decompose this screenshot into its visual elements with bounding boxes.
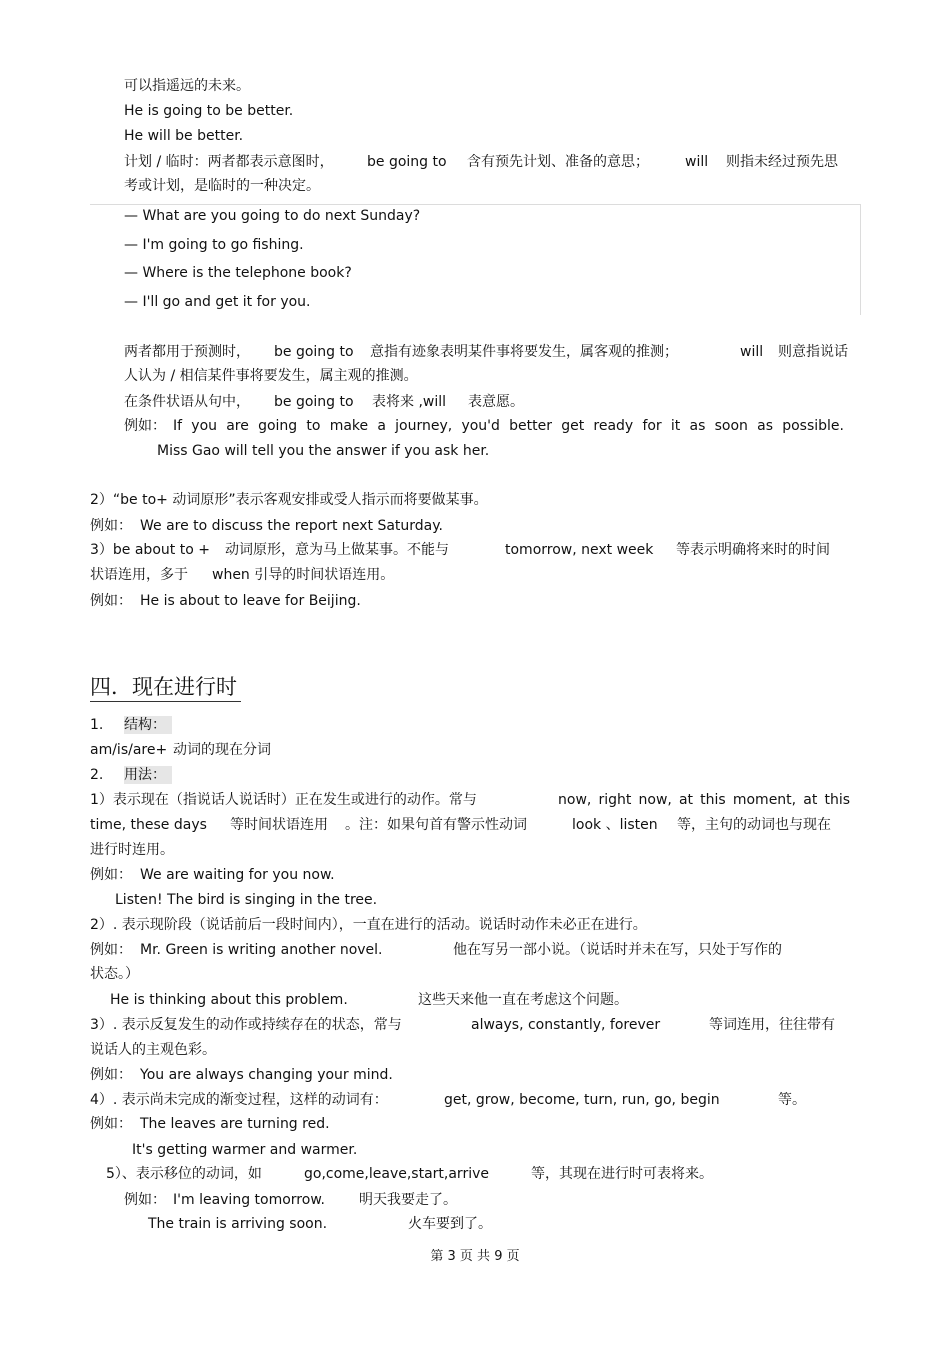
text-fragment: will (740, 344, 764, 360)
text-fragment: 5）、表示移位的动词，如 (106, 1166, 262, 1182)
text-line: 可以指遥远的未来。 (124, 78, 250, 94)
translation: 明天我要走了。 (359, 1192, 457, 1208)
example-sentence: I'm leaving tomorrow. (173, 1192, 325, 1208)
text-fragment: 表意愿。 (468, 394, 524, 410)
dialogue-line: — Where is the telephone book? (124, 265, 352, 281)
text-fragment: 动词原形，意为马上做某事。不能与 (225, 542, 449, 558)
text-fragment: 意指有迹象表明某件事将要发生，属客观的推测； (370, 344, 678, 360)
text-fragment: when 引导的时间状语连用。 (212, 567, 395, 583)
text-fragment: always, constantly, forever (471, 1017, 661, 1033)
text-fragment: get, grow, become, turn, run, go, begin (444, 1092, 720, 1108)
dialogue-line: — What are you going to do next Sunday? (124, 208, 421, 224)
section-heading: 四．现在进行时 (90, 673, 241, 702)
text-fragment: go,come,leave,start,arrive (304, 1166, 489, 1182)
subheading-label: 结构： (124, 716, 172, 734)
example-label: 例如： (90, 593, 132, 609)
text-fragment: 等，其现在进行时可表将来。 (531, 1166, 713, 1182)
subheading (124, 716, 172, 734)
text-fragment: 动词的现在分词 (173, 742, 271, 758)
text-fragment: 1）表示现在（指说话人说话时）正在发生或进行的动作。常与 (90, 792, 477, 808)
text-fragment: time, these days (90, 817, 207, 833)
text-fragment: 则意指说话 (778, 344, 848, 360)
example-sentence: Mr. Green is writing another novel. (140, 942, 383, 958)
text-fragment: 等时间状语连用 (230, 817, 328, 833)
text-line: 人认为 / 相信某件事将要发生，属主观的推测。 (124, 368, 418, 384)
text-fragment: 在条件状语从句中， (124, 394, 250, 410)
example-sentence: You are always changing your mind. (140, 1067, 393, 1083)
text-fragment: be going to (367, 154, 447, 170)
example-label: 例如： (90, 1116, 132, 1132)
example-sentence: We are waiting for you now. (140, 867, 335, 883)
page-footer: 第 3 页 共 9 页 (430, 1249, 520, 1264)
example-sentence: The train is arriving soon. (148, 1216, 328, 1232)
text-fragment: 等词连用，往往带有 (709, 1017, 835, 1033)
example-sentence: He will be better. (124, 128, 244, 144)
example-sentence: We are to discuss the report next Saturday. (140, 518, 444, 534)
text-fragment: 3）. 表示反复发生的动作或持续存在的状态，常与 (90, 1017, 402, 1033)
text-fragment: will (685, 154, 709, 170)
text-fragment: 3）be about to + (90, 542, 210, 558)
text-fragment: 则指未经过预先思 (726, 154, 838, 170)
text-line: 进行时连用。 (90, 842, 174, 858)
rule-line: 2）“be to+ 动词原形”表示客观安排或受人指示而将要做某事。 (90, 492, 488, 508)
example-sentence: He is thinking about this problem. (110, 992, 348, 1008)
example-sentence: Miss Gao will tell you the answer if you ask her. (157, 443, 490, 459)
translation: 这些天来他一直在考虑这个问题。 (418, 992, 628, 1008)
example-sentence: He is about to leave for Beijing. (140, 593, 361, 609)
example-label: 例如： (90, 1067, 132, 1083)
subheading (124, 766, 172, 784)
example-sentence: Listen! The bird is singing in the tree. (115, 892, 378, 908)
text-fragment: be going to (274, 344, 354, 360)
text-line: 说话人的主观色彩。 (90, 1042, 216, 1058)
text-line: 状态。） (90, 966, 139, 982)
example-label: 例如： (124, 1192, 166, 1208)
example-sentence: The leaves are turning red. (140, 1116, 330, 1132)
list-number: 2. (90, 767, 104, 783)
list-number: 1. (90, 717, 104, 733)
text-line: 考或计划，是临时的一种决定。 (124, 178, 320, 194)
subheading-label: 用法： (124, 766, 172, 784)
text-fragment: tomorrow, next week (505, 542, 654, 558)
text-fragment: 4）. 表示尚未完成的渐变过程，这样的动词有： (90, 1092, 388, 1108)
text-fragment: 。注：如果句首有警示性动词 (345, 817, 527, 833)
text-fragment: 等。 (778, 1092, 806, 1108)
text-fragment: 等，主句的动词也与现在 (677, 817, 831, 833)
text-fragment: 两者都用于预测时， (124, 344, 250, 360)
example-sentence: He is going to be better. (124, 103, 294, 119)
example-sentence: It's getting warmer and warmer. (132, 1142, 358, 1158)
text-fragment: 含有预先计划、准备的意思； (467, 154, 649, 170)
text-fragment: 计划 / 临时：两者都表示意图时， (124, 154, 334, 170)
text-fragment: 等表示明确将来时的时间 (676, 542, 830, 558)
example-label: 例如： (124, 418, 166, 434)
text-fragment: be going to (274, 394, 354, 410)
text-fragment: look 、listen (572, 817, 658, 833)
rule-line: 2）. 表示现阶段（说话前后一段时间内），一直在进行的活动。说话时动作未必正在进行。 (90, 917, 647, 933)
example-label: 例如： (90, 867, 132, 883)
example-sentence: If you are going to make a journey, you'd better get ready for it as soon as possible. (173, 418, 844, 434)
text-fragment: now, right now, at this moment, at this (558, 792, 850, 808)
example-label: 例如： (90, 518, 132, 534)
example-label: 例如： (90, 942, 132, 958)
text-fragment: 状语连用，多于 (90, 567, 188, 583)
dialogue-line: — I'm going to go fishing. (124, 237, 304, 253)
translation: 火车要到了。 (408, 1216, 492, 1232)
dialogue-line: — I'll go and get it for you. (124, 294, 311, 310)
translation: 他在写另一部小说。（说话时并未在写，只处于写作的 (453, 942, 782, 958)
text-fragment: 表将来 ,will (372, 394, 447, 410)
text-fragment: am/is/are+ (90, 742, 168, 758)
